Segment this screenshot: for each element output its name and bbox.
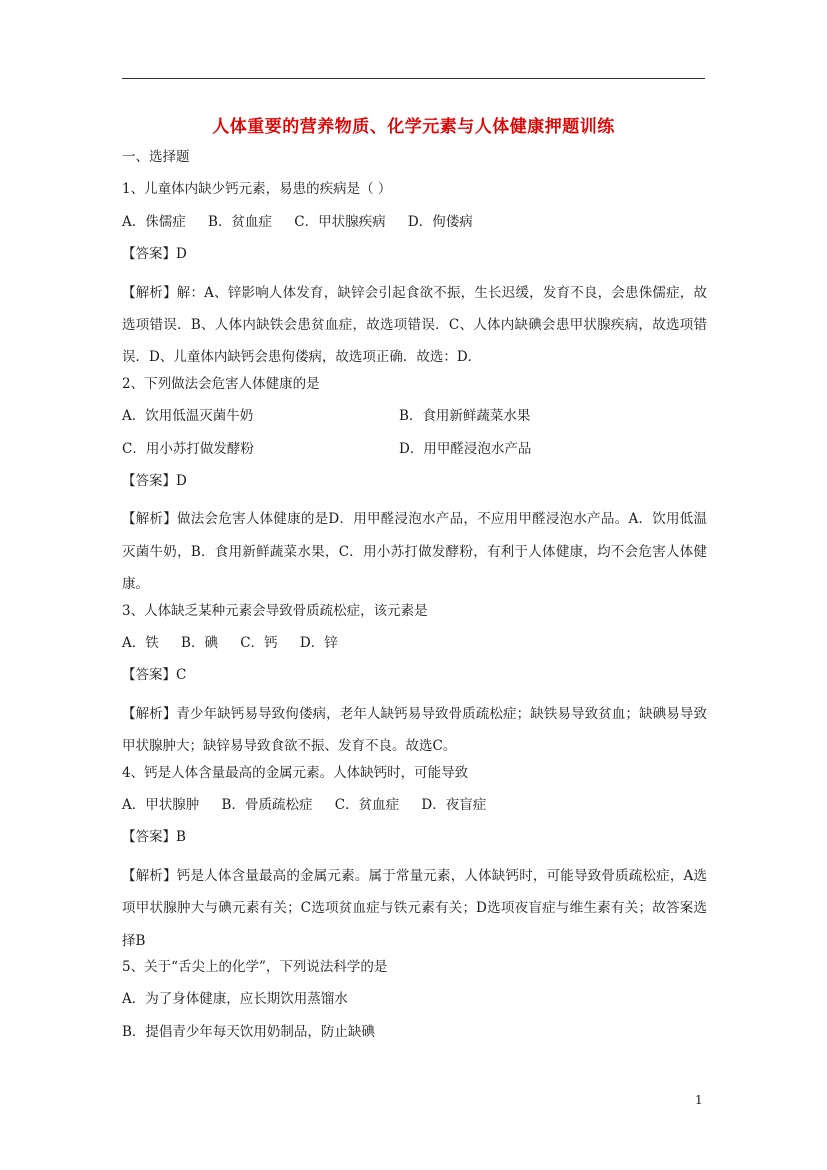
q3-option-b: B．碘 [181,634,218,651]
q2-option-b: B．食用新鲜蔬菜水果 [399,408,531,425]
section-heading: 一、选择题 [122,149,190,165]
q4-option-d: D．夜盲症 [421,796,487,813]
q4-option-c: C．贫血症 [334,796,400,813]
question-4-options [122,795,707,827]
q5-option-a: A．为了身体健康，应长期饮用蒸馏水 [122,991,348,1008]
question-2-options-row-2 [122,439,707,471]
question-1-stem: 1、儿童体内缺少钙元素，易患的疾病是（ ） [122,181,392,198]
question-3-stem: 3、人体缺乏某种元素会导致骨质疏松症，该元素是 [122,602,428,619]
q1-option-b: B．贫血症 [208,213,272,230]
q4-option-b: B．骨质疏松症 [221,796,313,813]
question-4-answer: 【答案】B [122,829,186,846]
question-2-answer: 【答案】D [122,472,187,489]
question-1-analysis: 【解析】解：A、锌影响人体发育，缺锌会引起食欲不振，生长迟缓，发育不良，会患侏儒症，故选项错误．B、人体内缺铁会患贫血症，故选项错误．C、人体内缺碘会患甲状腺疾病，故选项错误．D、儿童体内缺钙会患佝偻病，故选项正确．故选：D． [122,284,707,366]
question-3-analysis: 【解析】青少年缺钙易导致佝偻病，老年人缺钙易导致骨质疏松症；缺铁易导致贫血；缺碘易导致甲状腺肿大；缺锌易导致食欲不振、发育不良。故选C。 [122,705,707,755]
q3-option-c: C．钙 [240,634,278,651]
question-2-analysis: 【解析】做法会危害人体健康的是D．用甲醛浸泡水产品，不应用甲醛浸泡水产品。A．饮用低温灭菌牛奶，B．食用新鲜蔬菜水果，C．用小苏打做发酵粉，有利于人体健康，均不会危害人体健康。 [122,511,707,593]
question-4-analysis: 【解析】钙是人体含量最高的金属元素。属于常量元素，人体缺钙时，可能导致骨质疏松症，A选项甲状腺肿大与碘元素有关；C选项贫血症与铁元素有关；D选项夜盲症与维生素有关；故答案选择B [122,867,707,949]
question-3-answer: 【答案】C [122,667,187,684]
q2-option-d: D．用甲醛浸泡水产品 [399,440,532,457]
q2-option-a: A．饮用低温灭菌牛奶 [122,408,254,425]
question-4-stem: 4、钙是人体含量最高的金属元素。人体缺钙时，可能导致 [122,764,469,781]
q4-option-a: A．甲状腺肿 [122,796,200,813]
question-1-answer: 【答案】D [122,246,187,263]
document-body [122,147,707,1054]
q2-option-c: C．用小苏打做发酵粉 [122,440,254,457]
question-3-options [122,633,707,665]
question-2-options-row-1 [122,406,707,438]
question-1-options [122,212,707,244]
question-5-stem: 5、关于“舌尖上的化学”，下列说法科学的是 [122,958,388,975]
question-2-stem: 2、下列做法会危害人体健康的是 [122,375,320,392]
page-number: 1 [695,1093,703,1107]
q3-option-a: A．铁 [122,634,159,651]
header-rule [122,78,705,79]
q1-option-d: D．佝偻病 [407,213,473,230]
q1-option-c: C．甲状腺疾病 [294,213,386,230]
q5-option-b: B．提倡青少年每天饮用奶制品，防止缺碘 [122,1023,375,1040]
q3-option-d: D．锌 [299,634,338,651]
document-title: 人体重要的营养物质、化学元素与人体健康押题训练 [212,117,615,137]
q1-option-a: A．侏儒症 [122,213,186,230]
